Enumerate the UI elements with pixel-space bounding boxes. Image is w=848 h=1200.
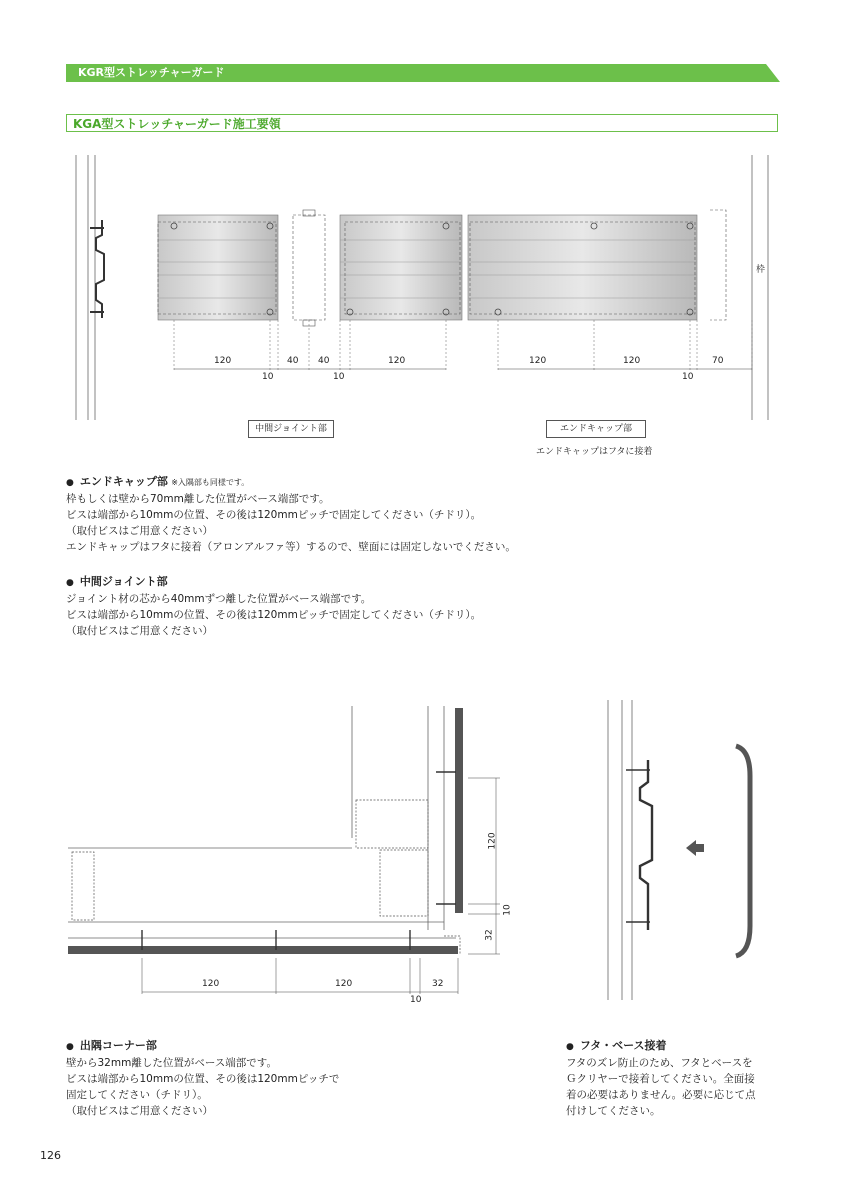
corner-heading: 出隅コーナー部 (79, 1039, 157, 1052)
header-category: KGR型ストレッチャーガード (78, 66, 225, 79)
lid-line-3: 着の必要はありません。必要に応じて点 (566, 1089, 756, 1101)
corner-dim-v-10: 10 (502, 904, 513, 916)
joint-section: ● 中間ジョイント部 ジョイント材の芯から40mmずつ離した位置がベース端部です。 ビスは端部から10mmの位置、その後は120mmピッチで固定してください（チドリ）。 （取付ビスはご用意ください） (66, 575, 482, 637)
lid-section: ● フタ・ベース接着 フタのズレ防止のため、フタとベースを Ｇクリヤーで接着してください。全面接 着の必要はありません。必要に応じて点 付けしてください。 (566, 1039, 756, 1117)
endcap-caption: エンドキャップはフタに接着 (536, 447, 653, 457)
dim-70: 70 (712, 356, 724, 366)
corner-line-3: 固定してください（チドリ）。 (66, 1089, 208, 1101)
page-number: 126 (40, 1149, 61, 1162)
dim-40-b: 40 (318, 356, 330, 366)
joint-line-2: ビスは端部から10mmの位置、その後は120mmピッチで固定してください（チドリ）。 (66, 609, 482, 621)
dim-10-b: 10 (333, 372, 345, 382)
dim-120-a: 120 (214, 356, 232, 366)
frame-label: 枠 (756, 265, 766, 275)
lid-line-4: 付けしてください。 (566, 1105, 661, 1117)
corner-dim-h-120-a: 120 (202, 979, 220, 989)
dim-40-a: 40 (287, 356, 299, 366)
endcap-label-box: エンドキャップ部 (546, 420, 646, 438)
endcap-line-3: （取付ビスはご用意ください） (66, 525, 213, 537)
corner-dim-bottom-10: 10 (410, 995, 422, 1005)
corner-line-2: ビスは端部から10mmの位置、その後は120mmピッチで (66, 1073, 340, 1085)
corner-dim-v-32: 32 (484, 929, 495, 941)
dim-10-c: 10 (682, 372, 694, 382)
corner-section: ● 出隅コーナー部 壁から32mm離した位置がベース端部です。 ビスは端部から10mmの位置、その後は120mmピッチで 固定してください（チドリ）。 （取付ビスはご用意ください） (66, 1039, 340, 1117)
dim-10-a: 10 (262, 372, 274, 382)
endcap-note: ※入隅部も同様です。 (171, 478, 250, 487)
section-title: KGA型ストレッチャーガード施工要領 (66, 114, 778, 132)
corner-dim-v-120: 120 (487, 832, 498, 850)
dim-120-b: 120 (388, 356, 406, 366)
endcap-line-4: エンドキャップはフタに接着（アロンアルファ等）するので、壁面には固定しないでください。 (66, 541, 516, 553)
lid-line-1: フタのズレ防止のため、フタとベースを (566, 1057, 753, 1069)
lid-heading: フタ・ベース接着 (579, 1039, 667, 1052)
dim-120-d: 120 (623, 356, 641, 366)
joint-label-box: 中間ジョイント部 (248, 420, 334, 438)
endcap-section: ● エンドキャップ部 ※入隅部も同様です。 枠もしくは壁から70mm離した位置がベース端部です。 ビスは端部から10mmの位置、その後は120mmピッチで固定してください（チドリ）。 （取付ビスはご用意ください） エンドキャップはフタに接着（アロンアルファ等）するので、壁面には固定しないでください。 (66, 475, 516, 553)
dim-120-c: 120 (529, 356, 547, 366)
corner-line-1: 壁から32mm離した位置がベース端部です。 (66, 1057, 277, 1069)
joint-line-3: （取付ビスはご用意ください） (66, 625, 213, 637)
lid-line-2: Ｇクリヤーで接着してください。全面接 (566, 1073, 755, 1085)
endcap-heading: エンドキャップ部 (79, 475, 168, 488)
joint-heading: 中間ジョイント部 (79, 575, 168, 588)
corner-line-4: （取付ビスはご用意ください） (66, 1105, 213, 1117)
corner-dim-h-32: 32 (432, 979, 444, 989)
corner-dim-h-120-b: 120 (335, 979, 353, 989)
endcap-line-1: 枠もしくは壁から70mm離した位置がベース端部です。 (66, 493, 330, 505)
endcap-line-2: ビスは端部から10mmの位置、その後は120mmピッチで固定してください（チドリ）。 (66, 509, 482, 521)
joint-line-1: ジョイント材の芯から40mmずつ離した位置がベース端部です。 (66, 593, 372, 605)
